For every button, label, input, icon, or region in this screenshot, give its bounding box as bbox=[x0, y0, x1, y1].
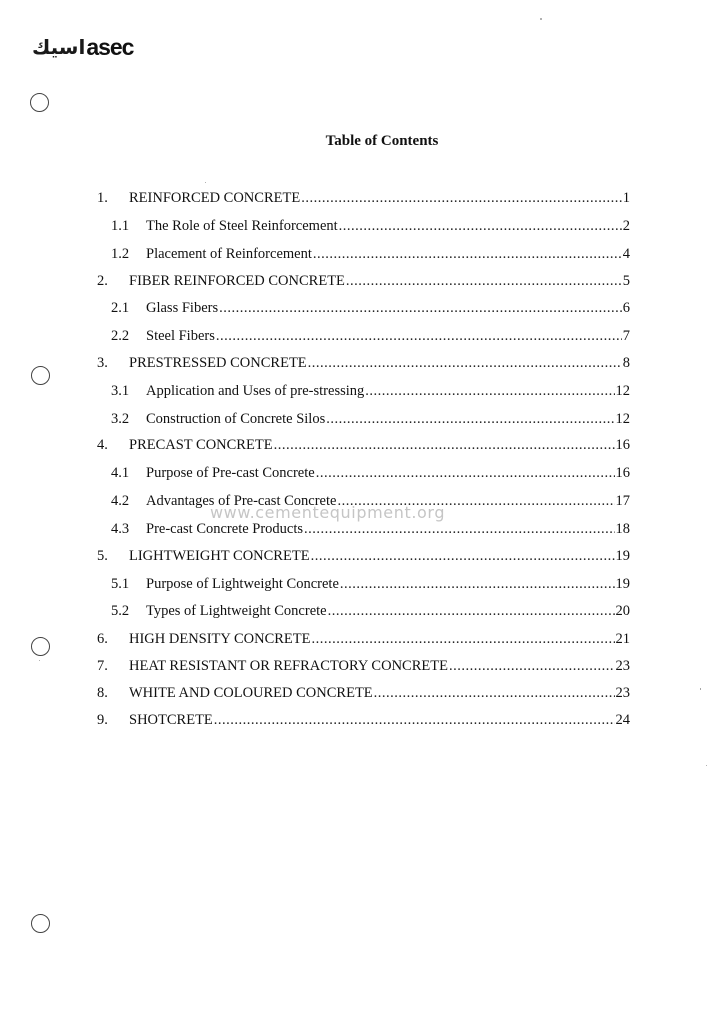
dot-leader bbox=[214, 710, 615, 730]
toc-entry-line bbox=[146, 601, 630, 621]
toc-entry-number: 4. bbox=[97, 437, 108, 453]
toc-entry-label: Glass Fibers bbox=[146, 300, 219, 316]
toc-entry[interactable] bbox=[0, 381, 724, 401]
toc-entry-number: 8. bbox=[97, 685, 108, 701]
dot-leader bbox=[326, 409, 614, 429]
dot-leader bbox=[313, 244, 622, 264]
toc-entry-page: 1 bbox=[622, 190, 630, 206]
dot-leader bbox=[316, 463, 615, 483]
toc-entry-number: 3.1 bbox=[111, 383, 130, 399]
toc-entry-page: 19 bbox=[615, 548, 630, 564]
toc-entry-number: 2. bbox=[97, 273, 108, 289]
toc-entry-line bbox=[129, 546, 630, 566]
toc-entry-number: 4.2 bbox=[111, 493, 130, 509]
toc-entry-label: Purpose of Pre-cast Concrete bbox=[146, 465, 315, 481]
dot-leader bbox=[304, 519, 614, 539]
toc-entry-page: 23 bbox=[615, 658, 630, 674]
toc-entry-page: 5 bbox=[622, 273, 630, 289]
dot-leader bbox=[301, 188, 622, 208]
toc-entry-number: 3.2 bbox=[111, 411, 130, 427]
logo-arabic-text: اسيك bbox=[32, 35, 86, 59]
toc-entry-page: 8 bbox=[622, 355, 630, 371]
toc-entry-page: 20 bbox=[615, 603, 630, 619]
toc-entry-page: 7 bbox=[622, 328, 630, 344]
toc-entry-page: 24 bbox=[615, 712, 630, 728]
toc-entry-line bbox=[129, 710, 630, 730]
logo-latin-text: asec bbox=[86, 34, 134, 60]
toc-entry[interactable] bbox=[0, 519, 724, 539]
toc-entry[interactable] bbox=[0, 656, 724, 676]
toc-entry-number: 1. bbox=[97, 190, 108, 206]
toc-entry[interactable] bbox=[0, 601, 724, 621]
toc-entry-label: Application and Uses of pre-stressing bbox=[146, 383, 365, 399]
toc-entry-line bbox=[146, 381, 630, 401]
toc-entry-number: 2.1 bbox=[111, 300, 130, 316]
toc-entry[interactable] bbox=[0, 188, 724, 208]
toc-entry-page: 19 bbox=[615, 576, 630, 592]
toc-entry-label: SHOTCRETE bbox=[129, 712, 213, 728]
toc-entry-number: 5.2 bbox=[111, 603, 130, 619]
toc-entry-label: LIGHTWEIGHT CONCRETE bbox=[129, 548, 310, 564]
toc-entry-page: 12 bbox=[615, 411, 630, 427]
toc-entry-label: REINFORCED CONCRETE bbox=[129, 190, 301, 206]
dot-leader bbox=[449, 656, 615, 676]
toc-entry-label: Steel Fibers bbox=[146, 328, 215, 344]
toc-entry-line bbox=[129, 271, 630, 291]
dot-leader bbox=[311, 546, 615, 566]
toc-entry[interactable] bbox=[0, 629, 724, 649]
toc-entry-number: 4.3 bbox=[111, 521, 130, 537]
dot-leader bbox=[216, 326, 622, 346]
toc-entry-number: 7. bbox=[97, 658, 108, 674]
dot-leader bbox=[328, 601, 615, 621]
toc-entry-label: Purpose of Lightweight Concrete bbox=[146, 576, 339, 592]
toc-entry-page: 6 bbox=[622, 300, 630, 316]
toc-entry-line bbox=[129, 629, 630, 649]
dot-leader bbox=[312, 629, 615, 649]
toc-entry-number: 1.1 bbox=[111, 218, 130, 234]
toc-entry-label: Pre-cast Concrete Products bbox=[146, 521, 304, 537]
toc-entry-label: Placement of Reinforcement bbox=[146, 246, 312, 262]
toc-entry-line bbox=[146, 463, 630, 483]
toc-entry-page: 4 bbox=[622, 246, 630, 262]
watermark: www.cementequipment.org bbox=[210, 503, 446, 522]
toc-entry-line bbox=[146, 574, 630, 594]
toc-entry-label: FIBER REINFORCED CONCRETE bbox=[129, 273, 345, 289]
dot-leader bbox=[374, 683, 615, 703]
dot-leader bbox=[339, 216, 622, 236]
toc-entry-line bbox=[146, 326, 630, 346]
toc-entry[interactable] bbox=[0, 271, 724, 291]
toc-entry-label: HEAT RESISTANT OR REFRACTORY CONCRETE bbox=[129, 658, 448, 674]
dot-leader bbox=[365, 381, 614, 401]
toc-entry[interactable] bbox=[0, 298, 724, 318]
toc-entry[interactable] bbox=[0, 326, 724, 346]
toc-entry-number: 6. bbox=[97, 631, 108, 647]
toc-entry-line bbox=[146, 519, 630, 539]
toc-entry[interactable] bbox=[0, 574, 724, 594]
toc-entry-label: WHITE AND COLOURED CONCRETE bbox=[129, 685, 373, 701]
toc-entry-label: Advantages of Pre-cast Concrete bbox=[146, 493, 337, 509]
toc-entry-page: 12 bbox=[615, 383, 630, 399]
toc-entry[interactable] bbox=[0, 353, 724, 373]
toc-entry-number: 5.1 bbox=[111, 576, 130, 592]
toc-entry[interactable] bbox=[0, 409, 724, 429]
toc-entry-label: HIGH DENSITY CONCRETE bbox=[129, 631, 311, 647]
toc-entry-line bbox=[146, 216, 630, 236]
toc-entry[interactable] bbox=[0, 463, 724, 483]
dot-leader bbox=[274, 435, 615, 455]
dot-leader bbox=[340, 574, 615, 594]
dot-leader bbox=[219, 298, 622, 318]
toc-entry-number: 3. bbox=[97, 355, 108, 371]
dot-leader bbox=[346, 271, 622, 291]
toc-entry-number: 2.2 bbox=[111, 328, 130, 344]
toc-entry-line bbox=[129, 656, 630, 676]
toc-entry-line bbox=[146, 409, 630, 429]
toc-entry-label: Construction of Concrete Silos bbox=[146, 411, 326, 427]
toc-entry-label: The Role of Steel Reinforcement bbox=[146, 218, 338, 234]
toc-entry-line bbox=[146, 298, 630, 318]
toc-entry-page: 16 bbox=[615, 465, 630, 481]
page-title: Table of Contents bbox=[325, 133, 439, 149]
toc-entry-label: Types of Lightweight Concrete bbox=[146, 603, 327, 619]
toc-entry-page: 16 bbox=[615, 437, 630, 453]
toc-entry[interactable] bbox=[0, 710, 724, 730]
toc-entry-number: 5. bbox=[97, 548, 108, 564]
dot-leader bbox=[308, 353, 622, 373]
toc-entry-page: 23 bbox=[615, 685, 630, 701]
toc-entry-page: 18 bbox=[615, 521, 630, 537]
toc-entry[interactable] bbox=[0, 244, 724, 264]
toc-entry[interactable] bbox=[0, 435, 724, 455]
toc-entry[interactable] bbox=[0, 216, 724, 236]
toc-entry-line bbox=[129, 353, 630, 373]
toc-entry-label: PRECAST CONCRETE bbox=[129, 437, 273, 453]
toc-entry-line bbox=[129, 683, 630, 703]
toc-entry[interactable] bbox=[0, 683, 724, 703]
toc-entry-number: 4.1 bbox=[111, 465, 130, 481]
toc-entry-number: 1.2 bbox=[111, 246, 130, 262]
toc-entry-page: 21 bbox=[615, 631, 630, 647]
toc-entry-label: PRESTRESSED CONCRETE bbox=[129, 355, 307, 371]
toc-entry-number: 9. bbox=[97, 712, 108, 728]
toc-entry-line bbox=[146, 244, 630, 264]
toc-entry[interactable] bbox=[0, 546, 724, 566]
toc-entry-page: 2 bbox=[622, 218, 630, 234]
toc-entry-line bbox=[129, 435, 630, 455]
toc-entry-page: 17 bbox=[615, 493, 630, 509]
toc-entry-line bbox=[129, 188, 630, 208]
